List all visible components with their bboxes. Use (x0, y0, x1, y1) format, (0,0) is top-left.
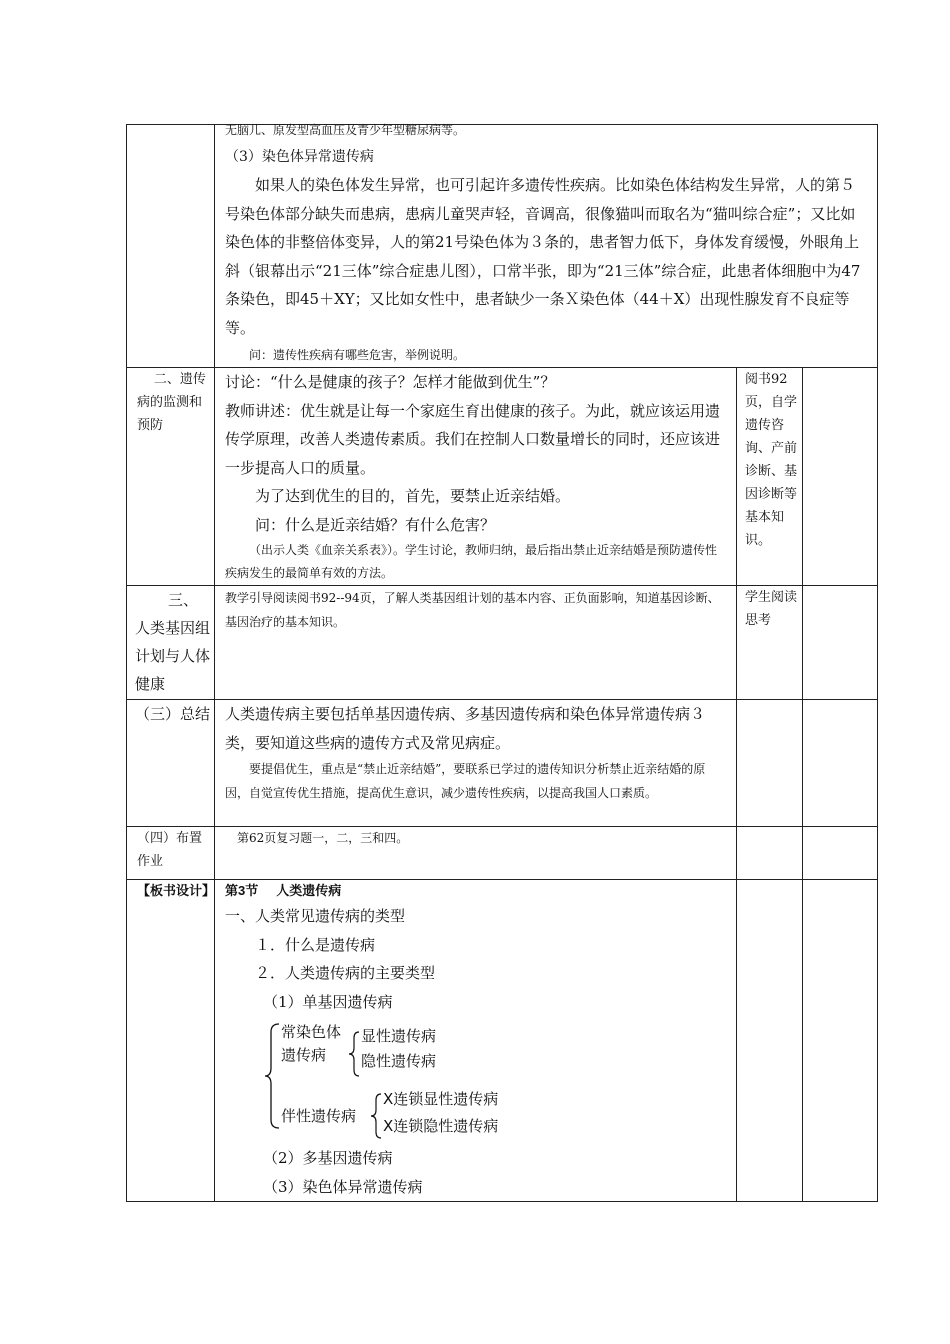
teacher-lecture: 教师讲述：优生就是让每一个家庭生育出健康的孩子。为此，就应该运用遗传学原理，改善人类遗传素质。我们在控制人口数量增长的同时，还应该进一步提高人口的质量。 (225, 401, 721, 477)
consanguinity-question: 问：什么是近亲结婚？有什么危害？ (255, 515, 496, 534)
board-sub-2: （2）多基因遗传病 (263, 1149, 393, 1167)
recessive-label: 隐性遗传病 (361, 1052, 437, 1070)
dominant-label: 显性遗传病 (361, 1027, 437, 1045)
board-content (215, 880, 737, 1202)
homework-content (215, 827, 737, 880)
homework-side (737, 827, 803, 880)
eugenics-step: 为了达到优生的目的，首先，要禁止近亲结婚。 (255, 487, 571, 505)
genome-text: 教学引导阅读阅书92--94页，了解人类基因组计划的基本内容、正负面影响，知道基因诊断、基因治疗的基本知识。 (225, 591, 720, 629)
continuation-line: 无脑儿、原发型高血压及青少年型糖尿病等。 (225, 123, 466, 137)
board-notes (803, 880, 878, 1202)
genome-notes (803, 586, 878, 700)
sexlinked-label: 伴性遗传病 (281, 1107, 357, 1125)
x-dominant-label: X连锁显性遗传病 (383, 1090, 499, 1108)
row-a-label-cell (127, 125, 215, 368)
summary-side (737, 700, 803, 827)
lesson-plan-table (126, 124, 878, 1202)
row-chromosome-disorders (127, 125, 878, 368)
board-side (737, 880, 803, 1202)
single-gene-classification-diagram (225, 1018, 728, 1144)
summary-label: （三）总结 (127, 700, 215, 827)
row-genome-project (127, 586, 878, 700)
genome-label: 三、人类基因组计划与人体健康 (127, 586, 215, 700)
monitoring-self-study: 阅书92页，自学遗传咨询、产前诊断、基因诊断等基本知识。 (737, 368, 803, 586)
board-title (225, 880, 728, 902)
monitoring-content (215, 368, 737, 586)
summary-text-1: 人类遗传病主要包括单基因遗传病、多基因遗传病和染色体异常遗传病３类，要知道这些病的遗传方式及常见病症。 (225, 705, 706, 752)
board-sub-3: （3）染色体异常遗传病 (263, 1177, 423, 1196)
board-heading: 一、人类常见遗传病的类型 (225, 907, 406, 925)
homework-text: 第62页复习题一，二，三和四。 (237, 831, 409, 845)
monitoring-label: 二、遗传病的监测和预防 (127, 368, 215, 586)
row-monitoring-prevention (127, 368, 878, 586)
autosomal-label-line2: 遗传病 (281, 1046, 327, 1064)
relation-table-note: （出示人类《血亲关系表》）。学生讨论，教师归纳，最后指出禁止近亲结婚是预防遗传性疾病发生的最简单有效的方法。 (225, 543, 718, 580)
x-recessive-label: X连锁隐性遗传病 (383, 1117, 499, 1135)
homework-notes (803, 827, 878, 880)
autosomal-label-line1: 常染色体 (281, 1023, 342, 1041)
board-section-number: 第3节 (225, 883, 259, 898)
board-label: 【板书设计】 (127, 880, 215, 1202)
board-item-1: １．什么是遗传病 (255, 935, 376, 954)
summary-notes (803, 700, 878, 827)
chromosome-heading: （3）染色体异常遗传病 (225, 149, 374, 165)
board-sub-1: （1）单基因遗传病 (263, 992, 393, 1011)
row-board-design (127, 880, 878, 1202)
discussion-text: 讨论：“什么是健康的孩子？怎样才能做到优生”？ (225, 373, 556, 391)
chromosome-paragraph: 如果人的染色体发生异常，也可引起许多遗传性疾病。比如染色体结构发生异常，人的第５号染色体部分缺失而患病，患病儿童哭声轻，音调高，很像猫叫而取名为“猫叫综合症”；又比如染色体的非整倍体变异，人的第21号染色体为３条的，患者智力低下，身体发育缓慢，外眼角上斜（银幕出示“21三体”综合症患儿图），口常半张，即为“21三体”综合症，此患者体细胞中为47条染色，即45＋XY；又比如女性中，患者缺少一条Ｘ染色体（44＋X）出现性腺发育不良症等等。 (225, 176, 861, 337)
hazard-question: 问：遗传性疾病有哪些危害，举例说明。 (249, 348, 466, 362)
summary-content (215, 700, 737, 827)
genome-student-activity: 学生阅读思考 (737, 586, 803, 700)
row-a-content (215, 125, 878, 368)
row-homework (127, 827, 878, 880)
row-summary (127, 700, 878, 827)
board-item-2: ２．人类遗传病的主要类型 (255, 964, 436, 982)
genome-content (215, 586, 737, 700)
board-section-name: 人类遗传病 (276, 883, 342, 898)
summary-text-2: 要提倡优生，重点是“禁止近亲结婚”，要联系已学过的遗传知识分析禁止近亲结婚的原因，自觉宣传优生措施，提高优生意识，减少遗传性疾病，以提高我国人口素质。 (225, 762, 706, 800)
homework-label: （四）布置作业 (127, 827, 215, 880)
monitoring-notes (803, 368, 878, 586)
